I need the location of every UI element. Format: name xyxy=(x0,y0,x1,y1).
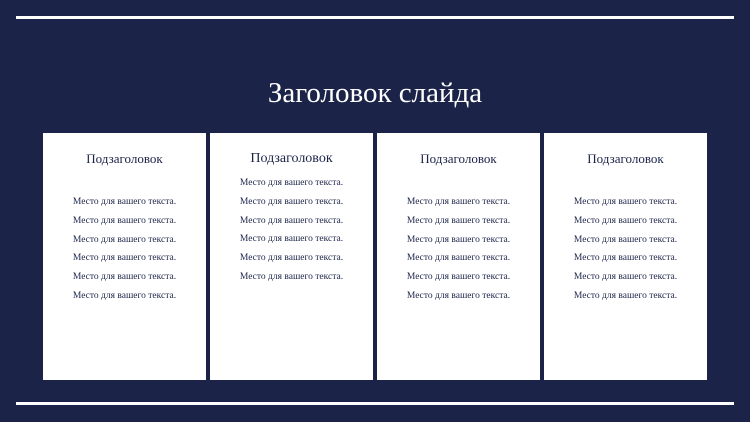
bottom-divider xyxy=(16,402,734,405)
card-text-line[interactable]: Место для вашего текста. xyxy=(406,253,511,264)
card-text-line[interactable]: Место для вашего текста. xyxy=(239,253,344,264)
card-text-list xyxy=(210,177,373,290)
content-card-3[interactable] xyxy=(377,133,540,380)
card-subheading[interactable]: Подзаголовок xyxy=(420,151,497,166)
card-text-line[interactable]: Место для вашего текста. xyxy=(72,272,177,283)
card-subheading[interactable]: Подзаголовок xyxy=(250,151,333,166)
card-text-line[interactable]: Место для вашего текста. xyxy=(573,290,678,301)
card-text-line[interactable]: Место для вашего текста. xyxy=(406,234,511,245)
card-subheading[interactable]: Подзаголовок xyxy=(86,151,163,166)
card-text-line[interactable]: Место для вашего текста. xyxy=(72,290,177,301)
card-text-line[interactable]: Место для вашего текста. xyxy=(239,271,344,282)
card-text-line[interactable]: Место для вашего текста. xyxy=(239,215,344,226)
card-text-line[interactable]: Место для вашего текста. xyxy=(573,253,678,264)
card-text-line[interactable]: Место для вашего текста. xyxy=(573,234,678,245)
top-divider xyxy=(16,16,734,19)
content-card-1[interactable] xyxy=(43,133,206,380)
card-text-line[interactable]: Место для вашего текста. xyxy=(406,197,511,207)
card-text-line[interactable]: Место для вашего текста. xyxy=(72,197,177,207)
card-text-line[interactable]: Место для вашего текста. xyxy=(72,215,177,226)
card-text-line[interactable]: Место для вашего текста. xyxy=(72,234,177,245)
card-text-list xyxy=(43,196,206,309)
slide-title[interactable]: Заголовок слайда xyxy=(267,77,483,110)
card-text-line[interactable]: Место для вашего текста. xyxy=(573,215,678,226)
card-text-line[interactable]: Место для вашего текста. xyxy=(72,253,177,264)
card-text-list xyxy=(544,196,707,309)
content-card-2[interactable] xyxy=(210,133,373,380)
card-text-line[interactable]: Место для вашего текста. xyxy=(406,272,511,283)
card-text-line[interactable]: Место для вашего текста. xyxy=(239,234,344,245)
card-text-list xyxy=(377,196,540,309)
card-subheading[interactable]: Подзаголовок xyxy=(587,151,664,166)
card-text-line[interactable]: Место для вашего текста. xyxy=(573,272,678,283)
card-text-line[interactable]: Место для вашего текста. xyxy=(406,215,511,226)
card-text-line[interactable]: Место для вашего текста. xyxy=(406,290,511,301)
content-card-4[interactable] xyxy=(544,133,707,380)
card-row xyxy=(43,133,708,380)
card-text-line[interactable]: Место для вашего текста. xyxy=(239,196,344,207)
card-text-line[interactable]: Место для вашего текста. xyxy=(573,197,678,207)
card-text-line[interactable]: Место для вашего текста. xyxy=(239,178,344,188)
